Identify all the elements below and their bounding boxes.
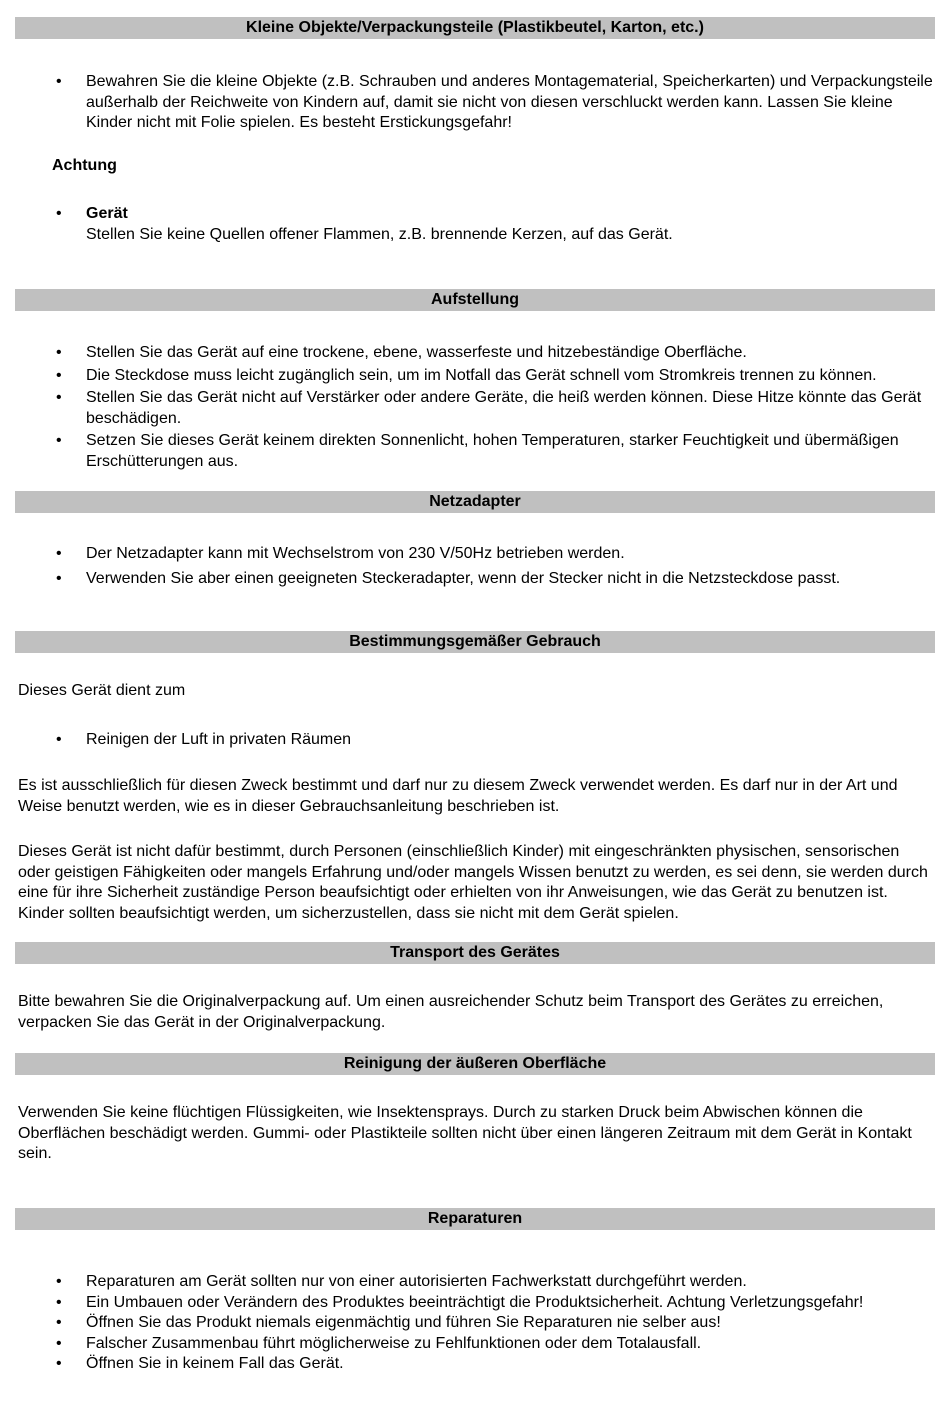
transport-text: Bitte bewahren Sie die Originalverpackung auf. Um einen ausreichender Schutz beim Transport des Gerätes zu erreichen, verpacken Sie das Gerät in der Originalverpackung. — [18, 993, 884, 1031]
intended-use-paragraph-2: Dieses Gerät ist nicht dafür bestimmt, durch Personen (einschließlich Kinder) mit eingeschränkten physischen, sensorischen oder geistigen Fähigkeiten oder mangels Erfahrung und/oder mangels Wissen benutzt zu werden, es sei denn, sie werden durch eine für ihre Sicherheit zuständige Person beaufsichtigt oder erhielten von ihr Anweisungen, wie das Gerät zu benutzen ist. Kinder sollten beaufsichtigt werden, um sicherzustellen, dass sie nicht mit dem Gerät spielen. — [18, 843, 928, 922]
list-item: • Verwenden Sie aber einen geeigneten Steckeradapter, wenn der Stecker nicht in die Netzsteckdose passt. — [52, 569, 942, 590]
section-heading-adapter: Netzadapter — [15, 491, 935, 513]
caution-heading: Achtung — [52, 157, 117, 174]
intended-use-intro: Dieses Gerät dient zum — [18, 682, 186, 699]
list-item — [52, 204, 942, 245]
cleaning-text: Verwenden Sie keine flüchtigen Flüssigkeiten, wie Insektensprays. Durch zu starken Druck beim Abwischen können die Oberflächen beschädigt werden. Gummi- oder Plastikteile sollten nicht über einen längeren Zeitraum mit dem Gerät in Kontakt sein. — [18, 1104, 912, 1162]
section-heading-repairs: Reparaturen — [15, 1208, 935, 1230]
section-heading-intended-use: Bestimmungsgemäßer Gebrauch — [15, 631, 935, 653]
list-item: • Setzen Sie dieses Gerät keinem direkten Sonnenlicht, hohen Temperaturen, starker Feuchtigkeit und übermäßigen Erschütterungen aus. — [52, 431, 942, 472]
setup-list — [52, 343, 942, 474]
list-item: • Stellen Sie das Gerät nicht auf Verstärker oder andere Geräte, die heiß werden können. Diese Hitze könnte das Gerät beschädigen. — [52, 388, 942, 429]
caution-item-title: Gerät — [86, 205, 128, 222]
section-heading-setup: Aufstellung — [15, 289, 935, 311]
intended-use-list — [52, 730, 942, 753]
list-item: • Öffnen Sie in keinem Fall das Gerät. — [52, 1354, 942, 1375]
section-heading-small-objects: Kleine Objekte/Verpackungsteile (Plastikbeutel, Karton, etc.) — [15, 17, 935, 39]
intended-use-paragraph-1: Es ist ausschließlich für diesen Zweck bestimmt und darf nur zu diesem Zweck verwendet werden. Es darf nur in der Art und Weise benutzt werden, wie es in dieser Gebrauchsanleitung beschrieben ist. — [18, 777, 898, 815]
caution-item-text: Stellen Sie keine Quellen offener Flammen, z.B. brennende Kerzen, auf das Gerät. — [86, 225, 673, 243]
list-item: • Stellen Sie das Gerät auf eine trockene, ebene, wasserfeste und hitzebeständige Oberfläche. — [52, 343, 942, 364]
section-heading-cleaning: Reinigung der äußeren Oberfläche — [15, 1053, 935, 1075]
list-item: • Bewahren Sie die kleine Objekte (z.B. Schrauben und anderes Montagematerial, Speicherkarten) und Verpackungsteile außerhalb der Reichweite von Kindern auf, damit sie nicht von diesen verschluckt werden kann. Lassen Sie kleine Kinder nicht mit Folie spielen. Es besteht Erstickungsgefahr! — [52, 72, 942, 134]
adapter-list — [52, 544, 942, 591]
section-heading-transport: Transport des Gerätes — [15, 942, 935, 964]
list-item: • Die Steckdose muss leicht zugänglich sein, um im Notfall das Gerät schnell vom Stromkreis trennen zu können. — [52, 366, 942, 387]
list-item: • Falscher Zusammenbau führt möglicherweise zu Fehlfunktionen oder dem Totalausfall. — [52, 1334, 942, 1355]
caution-list — [52, 204, 942, 247]
small-objects-list — [52, 72, 942, 136]
list-item: • Öffnen Sie das Produkt niemals eigenmächtig und führen Sie Reparaturen nie selber aus! — [52, 1313, 942, 1334]
repairs-list — [52, 1272, 942, 1375]
list-item: • Reinigen der Luft in privaten Räumen — [52, 730, 942, 751]
list-item: • Ein Umbauen oder Verändern des Produktes beeinträchtigt die Produktsicherheit. Achtung Verletzungsgefahr! — [52, 1293, 942, 1314]
list-item: • Reparaturen am Gerät sollten nur von einer autorisierten Fachwerkstatt durchgeführt werden. — [52, 1272, 942, 1293]
list-item: • Der Netzadapter kann mit Wechselstrom von 230 V/50Hz betrieben werden. — [52, 544, 942, 565]
